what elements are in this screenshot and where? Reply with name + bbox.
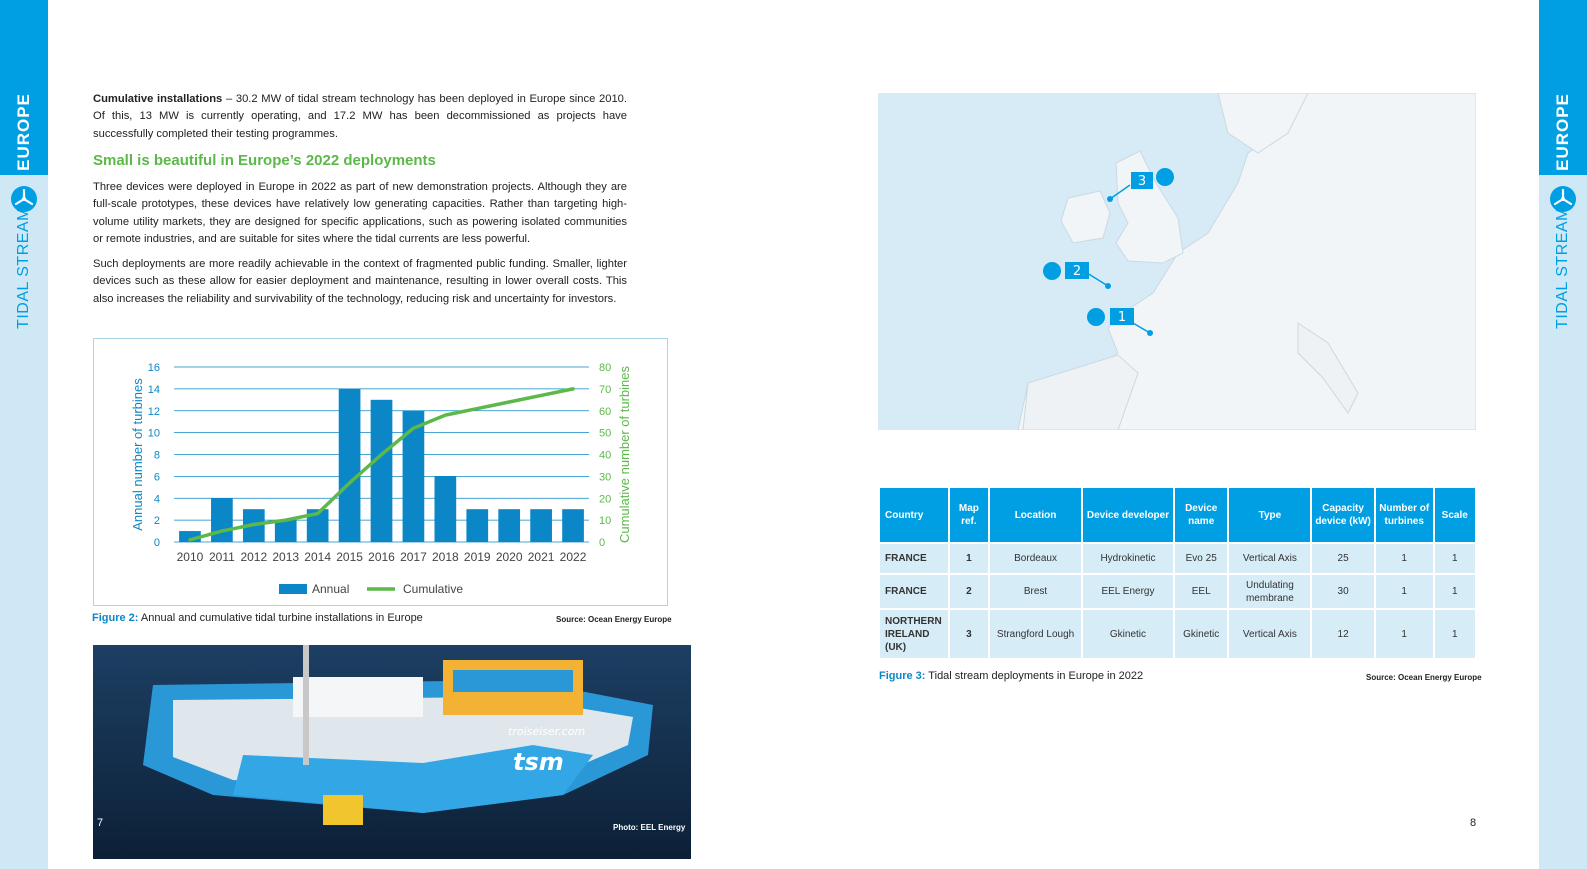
chart-svg bbox=[94, 339, 667, 605]
x-tick-label: 2022 bbox=[559, 550, 587, 564]
table-row bbox=[880, 610, 1475, 658]
y-tick-label: 6 bbox=[153, 471, 160, 484]
bar bbox=[530, 509, 552, 542]
y2-tick-label: 20 bbox=[599, 493, 612, 506]
side-tab-region-label: EUROPE bbox=[1553, 93, 1572, 171]
deployments-table bbox=[878, 486, 1477, 660]
cell-turbines: 1 bbox=[1376, 610, 1433, 658]
map-marker-1: 1 bbox=[1117, 310, 1127, 325]
y-tick-label: 12 bbox=[147, 405, 160, 418]
side-tab-technology-label: TIDAL STREAM bbox=[15, 207, 32, 329]
x-tick-label: 2010 bbox=[176, 550, 204, 564]
cell-turbines: 1 bbox=[1376, 575, 1433, 608]
y2-tick-label: 30 bbox=[599, 471, 612, 484]
bar bbox=[562, 509, 584, 542]
cell-map-ref: 2 bbox=[950, 575, 988, 608]
bar bbox=[211, 498, 233, 542]
boat-brand: tsm bbox=[513, 748, 564, 776]
header-scale: Scale bbox=[1435, 488, 1476, 542]
cell-location: Strangford Lough bbox=[990, 610, 1081, 658]
figure-2-caption bbox=[92, 612, 423, 624]
table-row bbox=[880, 544, 1475, 573]
y-tick-label: 10 bbox=[147, 427, 160, 440]
y-tick-label: 4 bbox=[153, 493, 160, 506]
header-type: Type bbox=[1229, 488, 1310, 542]
x-tick-label: 2017 bbox=[400, 550, 427, 564]
cell-country: FRANCE bbox=[880, 544, 948, 573]
cell-developer: EEL Energy bbox=[1083, 575, 1173, 608]
header-map-ref: Map ref. bbox=[950, 488, 988, 542]
left-side-tab bbox=[0, 0, 48, 869]
cell-location: Bordeaux bbox=[990, 544, 1081, 573]
side-tab-technology-label: TIDAL STREAM bbox=[1554, 207, 1571, 329]
header-device-name: Device name bbox=[1175, 488, 1228, 542]
x-tick-label: 2013 bbox=[272, 550, 300, 564]
intro-bold-label: Cumulative installations bbox=[93, 93, 223, 105]
x-tick-label: 2021 bbox=[527, 550, 555, 564]
x-tick-label: 2020 bbox=[495, 550, 523, 564]
cell-location: Brest bbox=[990, 575, 1081, 608]
y2-tick-label: 50 bbox=[599, 427, 612, 440]
cell-type: Undulating membrane bbox=[1229, 575, 1310, 608]
y2-tick-label: 80 bbox=[599, 362, 612, 374]
x-tick-label: 2016 bbox=[368, 550, 395, 564]
figure-2-number: Figure 2: bbox=[92, 612, 139, 624]
cell-device-name: Gkinetic bbox=[1175, 610, 1228, 658]
y-tick-label: 14 bbox=[147, 383, 160, 396]
cell-developer: Gkinetic bbox=[1083, 610, 1173, 658]
legend-cumulative-label: Cumulative bbox=[403, 582, 464, 596]
figure-3-caption bbox=[879, 670, 1143, 682]
intro-text: – 30.2 MW of tidal stream technology has been deployed in Europe since 2010. Of this, 13 MW is currently operating, and 17.2 MW has been decommissioned as projects have successfully completed their testing programmes. bbox=[93, 93, 628, 140]
bar bbox=[466, 509, 488, 542]
cell-capacity: 30 bbox=[1312, 575, 1374, 608]
cell-turbines: 1 bbox=[1376, 544, 1433, 573]
y-tick-label: 2 bbox=[153, 515, 160, 528]
map-marker-3: 3 bbox=[1137, 174, 1147, 189]
table-row bbox=[880, 575, 1475, 608]
page-number-left: 7 bbox=[97, 817, 104, 829]
legend-bar-swatch bbox=[279, 584, 307, 594]
bar bbox=[275, 520, 297, 542]
photo-credit: Photo: EEL Energy bbox=[613, 823, 686, 832]
cell-device-name: EEL bbox=[1175, 575, 1228, 608]
x-tick-label: 2012 bbox=[240, 550, 268, 564]
y-tick-label: 16 bbox=[147, 362, 160, 374]
legend-annual-label: Annual bbox=[312, 582, 350, 596]
x-tick-label: 2014 bbox=[304, 550, 332, 564]
header-country: Country bbox=[880, 488, 948, 542]
cell-capacity: 25 bbox=[1312, 544, 1374, 573]
x-tick-label: 2011 bbox=[208, 550, 235, 564]
cell-map-ref: 3 bbox=[950, 610, 988, 658]
cell-country: NORTHERN IRELAND (UK) bbox=[880, 610, 948, 658]
cell-scale: 1 bbox=[1435, 610, 1476, 658]
bar bbox=[339, 389, 361, 542]
figure-2-source: Source: Ocean Energy Europe bbox=[556, 615, 672, 624]
bar bbox=[371, 400, 393, 542]
boat-site: troiseiser.com bbox=[508, 725, 586, 738]
figure-3-source: Source: Ocean Energy Europe bbox=[1366, 673, 1482, 682]
figure-2-text: Annual and cumulative tidal turbine installations in Europe bbox=[138, 612, 423, 624]
header-location: Location bbox=[990, 488, 1081, 542]
y2-tick-label: 10 bbox=[599, 515, 612, 528]
table-header-row bbox=[880, 488, 1475, 542]
header-capacity: Capacity device (kW) bbox=[1312, 488, 1374, 542]
cell-scale: 1 bbox=[1435, 575, 1476, 608]
cell-scale: 1 bbox=[1435, 544, 1476, 573]
cell-type: Vertical Axis bbox=[1229, 610, 1310, 658]
cell-capacity: 12 bbox=[1312, 610, 1374, 658]
europe-map bbox=[878, 93, 1476, 430]
page-number-right: 8 bbox=[1470, 817, 1477, 829]
y-tick-label: 8 bbox=[153, 449, 160, 462]
figure-3-text: Tidal stream deployments in Europe in 2022 bbox=[925, 670, 1144, 682]
x-tick-label: 2015 bbox=[336, 550, 363, 564]
cell-device-name: Evo 25 bbox=[1175, 544, 1228, 573]
right-side-tab bbox=[1539, 0, 1587, 869]
y2-tick-label: 60 bbox=[599, 405, 612, 418]
y2-tick-label: 0 bbox=[599, 537, 606, 549]
section-heading: Small is beautiful in Europe’s 2022 deployments bbox=[93, 152, 436, 169]
y2-axis-label: Cumulative number of turbines bbox=[617, 365, 632, 544]
y2-tick-label: 40 bbox=[599, 449, 612, 462]
cell-country: FRANCE bbox=[880, 575, 948, 608]
x-tick-label: 2018 bbox=[431, 550, 459, 564]
map-marker-2: 2 bbox=[1072, 264, 1082, 279]
body-paragraph-2: Such deployments are more readily achievable in the context of fragmented public funding. Smaller, lighter devices such as these allow for easier deployment and maintenance, resulting in lower overall costs. This also increases the reliability and survivability of the technology, reducing risk and uncertainty for investors. bbox=[93, 258, 627, 305]
header-device-developer: Device developer bbox=[1083, 488, 1173, 542]
cell-type: Vertical Axis bbox=[1229, 544, 1310, 573]
figure-3-number: Figure 3: bbox=[879, 670, 926, 682]
boat-photo bbox=[93, 645, 691, 859]
intro-paragraph bbox=[93, 91, 627, 143]
bar bbox=[434, 476, 456, 542]
x-tick-label: 2019 bbox=[463, 550, 491, 564]
bar bbox=[498, 509, 520, 542]
y-tick-label: 0 bbox=[153, 537, 160, 549]
installations-chart bbox=[93, 338, 668, 606]
side-tab-region-label: EUROPE bbox=[14, 93, 33, 171]
y-axis-label: Annual number of turbines bbox=[130, 378, 145, 531]
body-paragraph-1: Three devices were deployed in Europe in 2022 as part of new demonstration projects. Although they are full-scale prototypes, these devices have relatively low generating capacities. Rather than targeting high-volume utility markets, they are designed for specific applications, such as powering isolated communities or remote industries, and are suitable for sites where the tidal currents are less powerful. bbox=[93, 181, 627, 245]
header-number-turbines: Number of turbines bbox=[1376, 488, 1433, 542]
cell-developer: Hydrokinetic bbox=[1083, 544, 1173, 573]
y2-tick-label: 70 bbox=[599, 383, 612, 396]
cell-map-ref: 1 bbox=[950, 544, 988, 573]
